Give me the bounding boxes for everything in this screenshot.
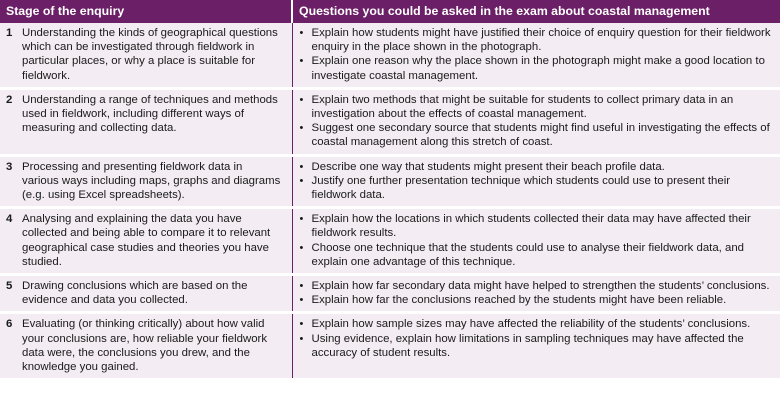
bullet-icon: • [299,174,304,187]
question-item [299,26,775,54]
stage-description: Drawing conclusions which are based on the evidence and data you collected. [20,275,292,313]
bullet-icon: • [299,332,304,345]
table-row [0,208,780,275]
table-row [0,313,780,380]
bullet-icon: • [299,294,304,307]
bullet-icon: • [299,122,304,135]
question-item [299,241,775,269]
question-list [299,26,775,83]
header-questions: Questions you could be asked in the exam about coastal management [292,0,780,23]
question-item [299,332,775,360]
bullet-icon: • [299,160,304,173]
question-item [299,93,775,121]
question-list [299,160,775,203]
question-item [299,121,775,149]
question-text: Explain two methods that might be suitable for students to collect primary data in an investigation about the effects of coastal management. [311,93,734,121]
question-item [299,212,775,240]
table-body [0,23,780,380]
stage-number: 1 [0,23,20,88]
stage-description: Analysing and explaining the data you have collected and being able to compare it to relevant geographical case studies and theories you have studied. [20,208,292,275]
bullet-icon: • [299,213,304,226]
stage-number: 2 [0,88,20,155]
table-row [0,155,780,208]
stage-description: Processing and presenting fieldwork data in various ways including maps, graphs and diagrams (e.g. using Excel spreadsheets). [20,155,292,208]
exam-questions-cell [292,88,780,155]
header-stage: Stage of the enquiry [0,0,292,23]
question-text: Explain how the locations in which students collected their data may have affected their fieldwork results. [311,213,751,240]
question-text: Explain how students might have justified their choice of enquiry question for their fieldwork enquiry in the place shown in the photograph. [311,27,771,54]
question-item [299,174,775,202]
stage-description: Understanding the kinds of geographical questions which can be investigated through fieldwork in particular places, or why a place is suitable for fieldwork. [20,23,292,88]
question-list [299,93,775,150]
question-item [299,279,775,293]
exam-questions-cell [292,275,780,313]
question-item [299,54,775,82]
bullet-icon: • [299,318,304,331]
question-list [299,317,775,360]
question-list [299,279,775,307]
question-text: Explain one reason why the place shown in the photograph might make a good location to investigate coastal management. [311,55,765,82]
question-text: Using evidence, explain how limitations in sampling techniques may have affected the accuracy of student results. [311,332,744,359]
exam-questions-cell [292,313,780,380]
stage-number: 6 [0,313,20,380]
header-row [0,0,780,23]
bullet-icon: • [299,280,304,293]
question-text: Describe one way that students might present their beach profile data. [311,160,665,173]
question-text: Explain how far the conclusions reached by the students might have been reliable. [311,294,727,307]
bullet-icon: • [299,55,304,68]
question-list [299,212,775,269]
question-text: Explain how sample sizes may have affected the reliability of the students’ conclusions. [311,318,751,331]
table-row [0,275,780,313]
question-item [299,317,775,331]
bullet-icon: • [299,241,304,254]
table-row [0,23,780,88]
bullet-icon: • [299,27,304,39]
bullet-icon: • [299,93,304,106]
stage-number: 5 [0,275,20,313]
exam-questions-cell [292,23,780,88]
stage-number: 3 [0,155,20,208]
table-header [0,0,780,23]
question-text: Choose one technique that the students could use to analyse their fieldwork data, and explain one advantage of this technique. [311,241,745,268]
exam-questions-cell [292,208,780,275]
stage-description: Evaluating (or thinking critically) about how valid your conclusions are, how reliable your fieldwork data were, the conclusions you drew, and the knowledge you gained. [20,313,292,380]
stage-number: 4 [0,208,20,275]
question-text: Explain how far secondary data might have helped to strengthen the students’ conclusions. [311,280,770,293]
stage-description: Understanding a range of techniques and methods used in fieldwork, including different ways of measuring and collecting data. [20,88,292,155]
question-text: Justify one further presentation technique which students could use to present their fieldwork data. [311,174,731,202]
exam-questions-cell [292,155,780,208]
question-text: Suggest one secondary source that students might find useful in investigating the effects of coastal management along this stretch of coast. [311,122,770,149]
question-item [299,293,775,307]
question-item [299,160,775,174]
table-row [0,88,780,155]
